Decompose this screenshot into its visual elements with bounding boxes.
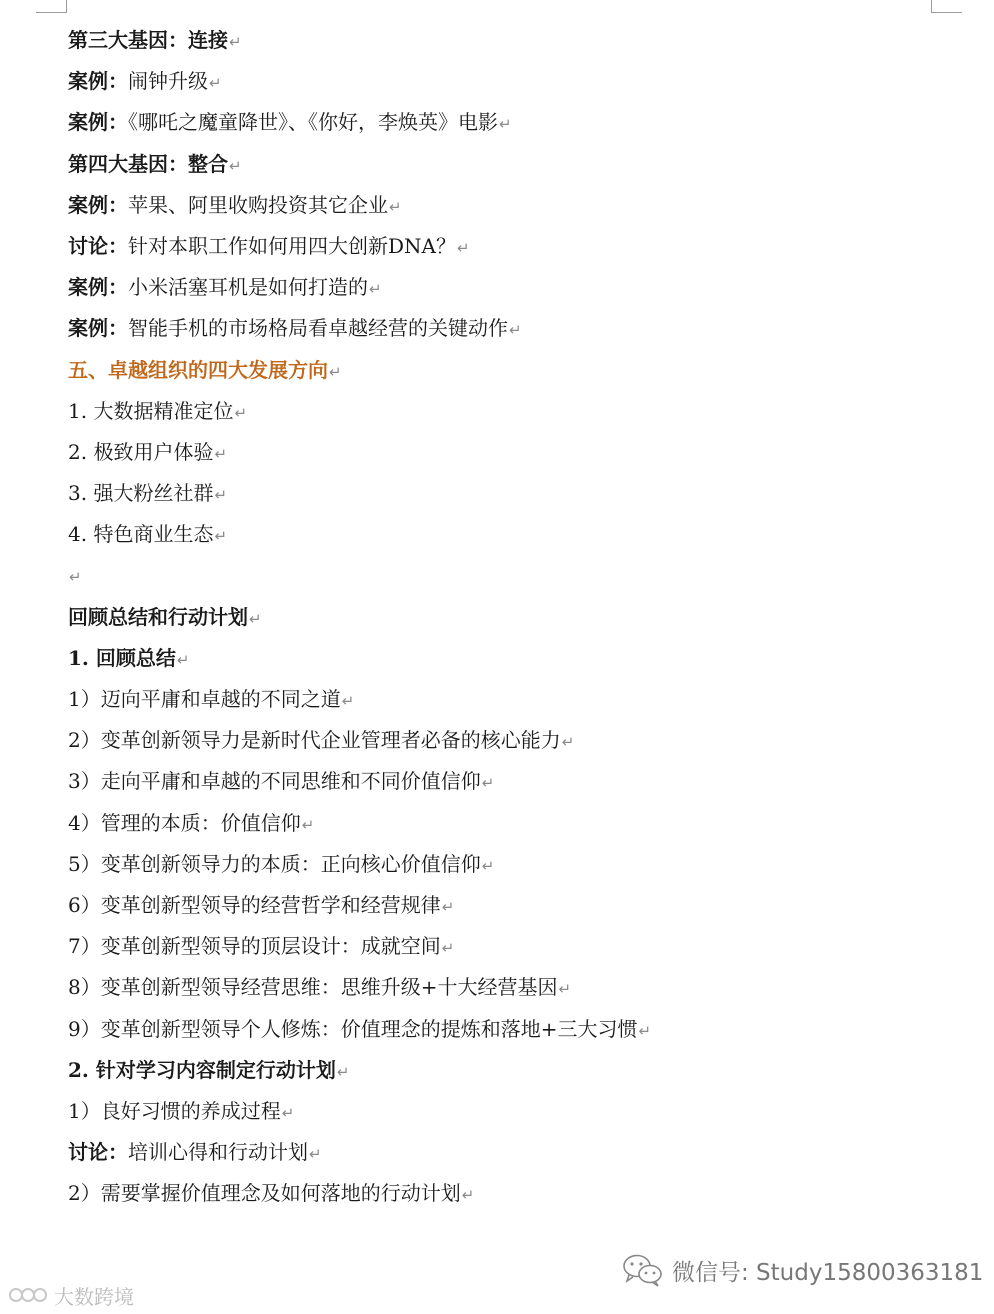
line-text: 针对本职工作如何用四大创新DNA？ [128, 233, 456, 258]
paragraph-mark-icon: ↵ [301, 815, 315, 834]
wechat-icon [620, 1252, 664, 1288]
paragraph-mark-icon: ↵ [214, 527, 228, 546]
paragraph-mark-icon: ↵ [229, 156, 242, 175]
line-label: 案例： [68, 275, 128, 300]
subheading-line [68, 638, 948, 679]
text-line [68, 1091, 948, 1132]
paragraph-mark-icon: ↵ [638, 1021, 652, 1040]
text-line [68, 720, 948, 761]
line-text: 小米活塞耳机是如何打造的 [128, 275, 368, 300]
wechat-id-text: 微信号: Study15800363181 [672, 1259, 984, 1286]
line-text: 1）迈向平庸和卓越的不同之道 [68, 687, 341, 711]
line-text: 2. 针对学习内容制定行动计划 [68, 1057, 336, 1082]
text-line [68, 679, 948, 720]
text-line [68, 185, 948, 226]
paragraph-mark-icon: ↵ [214, 486, 228, 505]
line-label: 案例： [68, 69, 128, 94]
line-label: 讨论： [68, 1140, 128, 1165]
subheading-line [68, 20, 948, 61]
logo-icon [8, 1284, 48, 1306]
paragraph-mark-icon: ↵ [481, 856, 495, 875]
page-corner-mark-right [931, 0, 962, 13]
subheading-line [68, 1050, 948, 1091]
text-line [68, 555, 948, 596]
paragraph-mark-icon: ↵ [69, 568, 82, 587]
text-line [68, 61, 948, 102]
line-text: 回顾总结和行动计划 [68, 604, 248, 629]
paragraph-mark-icon: ↵ [509, 321, 522, 340]
line-text: 闹钟升级 [128, 69, 208, 94]
line-text: 培训心得和行动计划 [128, 1140, 308, 1165]
text-line [68, 926, 948, 967]
text-line [68, 391, 948, 432]
line-text: 9）变革创新型领导个人修炼：价值理念的提炼和落地+三大习惯 [68, 1016, 638, 1041]
wechat-watermark [620, 1250, 983, 1290]
line-text: 第四大基因：整合 [68, 151, 228, 176]
line-text: 6）变革创新型领导的经营哲学和经营规律 [68, 892, 441, 917]
text-line [68, 761, 948, 802]
text-line [68, 432, 948, 473]
text-line [68, 1132, 948, 1173]
page-corner-mark-left [36, 0, 67, 13]
line-text: 2. 极致用户体验 [68, 439, 214, 464]
document-body [68, 20, 948, 1214]
line-label: 案例： [68, 110, 128, 135]
paragraph-mark-icon: ↵ [461, 1186, 475, 1205]
line-text: 3）走向平庸和卓越的不同思维和不同价值信仰 [68, 769, 481, 794]
line-text: 8）变革创新型领导经营思维：思维升级+十大经营基因 [68, 975, 558, 1000]
line-text: 《哪吒之魔童降世》、《你好，李焕英》电影 [128, 110, 498, 135]
line-label: 讨论： [68, 233, 128, 258]
text-line [68, 885, 948, 926]
line-text: 4. 特色商业生态 [68, 522, 214, 547]
paragraph-mark-icon: ↵ [234, 403, 248, 422]
paragraph-mark-icon: ↵ [341, 692, 355, 710]
line-text: 智能手机的市场格局看卓越经营的关键动作 [128, 316, 508, 341]
line-label: 案例： [68, 192, 128, 217]
paragraph-mark-icon: ↵ [336, 1062, 350, 1081]
line-text: 2）变革创新领导力是新时代企业管理者必备的核心能力 [68, 728, 561, 753]
text-line [68, 1009, 948, 1050]
line-text: 1. 大数据精准定位 [68, 398, 234, 423]
line-text: 2）需要掌握价值理念及如何落地的行动计划 [68, 1181, 461, 1206]
line-text: 7）变革创新型领导的顶层设计：成就空间 [68, 934, 441, 959]
line-text: 4）管理的本质：价值信仰 [68, 810, 301, 835]
logo-watermark [8, 1280, 134, 1310]
subheading-line [68, 144, 948, 185]
paragraph-mark-icon: ↵ [561, 733, 575, 752]
text-line [68, 514, 948, 555]
line-text: 1）良好习惯的养成过程 [68, 1098, 281, 1123]
paragraph-mark-icon: ↵ [558, 980, 572, 999]
paragraph-mark-icon: ↵ [309, 1145, 322, 1164]
paragraph-mark-icon: ↵ [281, 1103, 295, 1122]
text-line [68, 102, 948, 143]
paragraph-mark-icon: ↵ [441, 939, 455, 958]
paragraph-mark-icon: ↵ [176, 650, 190, 669]
text-line [68, 308, 948, 349]
line-text: 5）变革创新领导力的本质：正向核心价值信仰 [68, 851, 481, 876]
paragraph-mark-icon: ↵ [209, 74, 222, 93]
paragraph-mark-icon: ↵ [249, 609, 262, 628]
text-line [68, 267, 948, 308]
line-text: 1. 回顾总结 [68, 645, 176, 670]
text-line [68, 844, 948, 885]
paragraph-mark-icon: ↵ [441, 897, 455, 916]
paragraph-mark-icon: ↵ [229, 33, 242, 51]
paragraph-mark-icon: ↵ [456, 238, 470, 257]
text-line [68, 1173, 948, 1214]
paragraph-mark-icon: ↵ [329, 362, 342, 381]
line-label: 案例： [68, 316, 128, 341]
paragraph-mark-icon: ↵ [214, 444, 228, 463]
line-text: 第三大基因：连接 [68, 28, 228, 52]
line-text: 五、卓越组织的四大发展方向 [68, 357, 328, 382]
paragraph-mark-icon: ↵ [389, 197, 402, 216]
paragraph-mark-icon: ↵ [369, 280, 382, 299]
line-text: 苹果、阿里收购投资其它企业 [128, 192, 388, 217]
paragraph-mark-icon: ↵ [499, 115, 512, 134]
text-line [68, 967, 948, 1008]
text-line [68, 473, 948, 514]
logo-text: 大数跨境 [54, 1284, 134, 1309]
text-line [68, 803, 948, 844]
subheading-line [68, 597, 948, 638]
paragraph-mark-icon: ↵ [481, 774, 495, 793]
line-text: 3. 强大粉丝社群 [68, 481, 214, 506]
section-heading [68, 350, 948, 391]
text-line [68, 226, 948, 267]
